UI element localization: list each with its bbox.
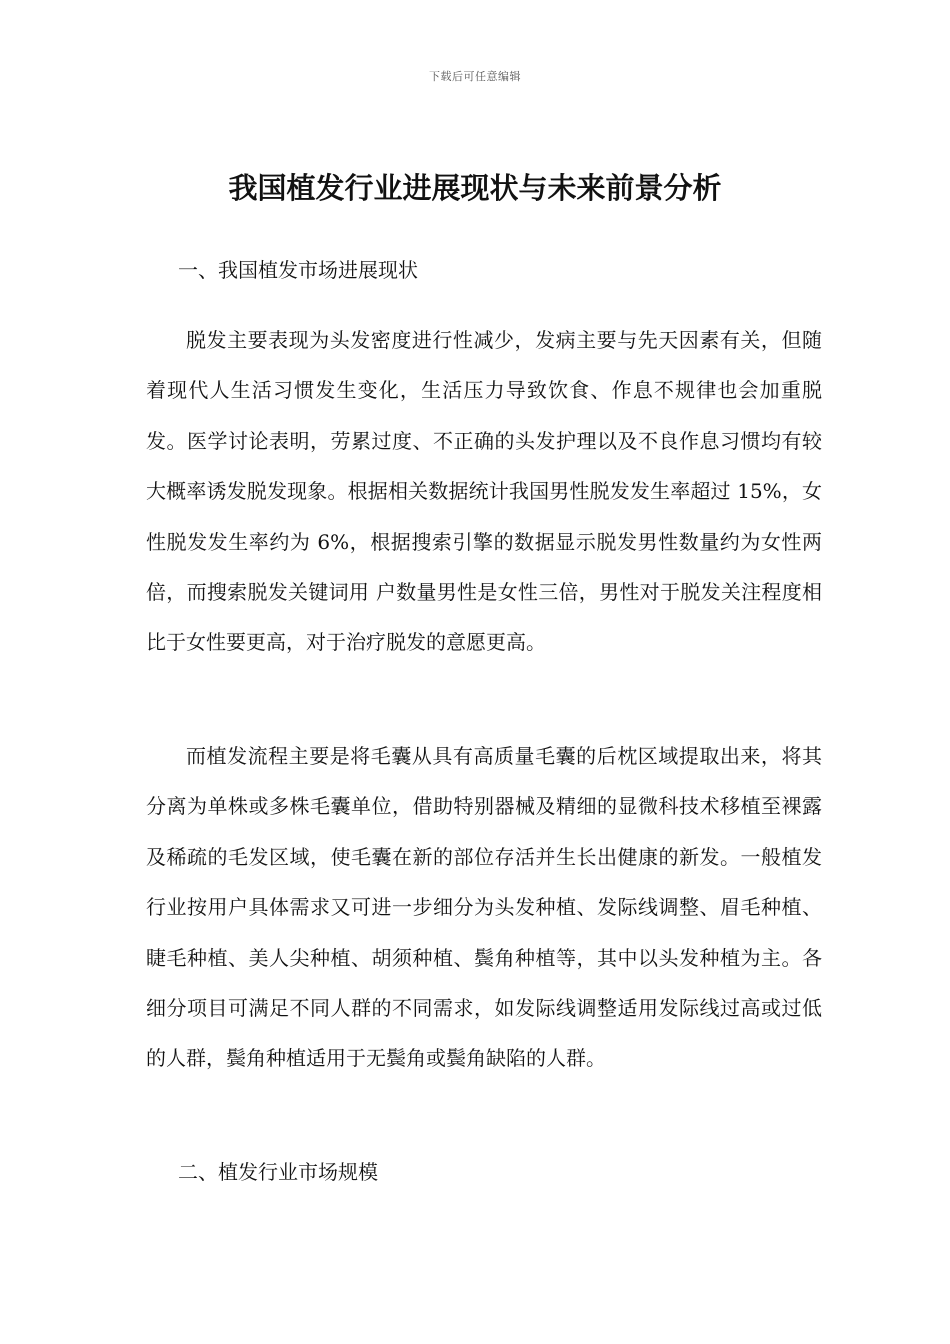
body-paragraph-1: 脱发主要表现为头发密度进行性减少，发病主要与先天因素有关，但随着现代人生活习惯发生变化，生活压力导致饮食、作息不规律也会加重脱发。医学讨论表明，劳累过度、不正确的头发护理以及不良作息习惯均有较大概率诱发脱发现象。根据相关数据统计我国男性脱发发生率超过 15%，女性脱发发生率约为 6%，根据搜索引擎的数据显示脱发男性数量约为女性两倍，而搜索脱发关键词用 户数量男性是女性三倍，男性对于脱发关注程度相比于女性要更高，对于治疗脱发的意愿更高。: [146, 328, 822, 655]
document-title: 我国植发行业进展现状与未来前景分析: [228, 171, 722, 205]
section-heading-2: 二、植发行业市场规模: [178, 1160, 378, 1184]
page-header-note: 下载后可任意编辑: [429, 70, 521, 83]
body-paragraph-2: 而植发流程主要是将毛囊从具有高质量毛囊的后枕区域提取出来，将其分离为单株或多株毛囊单位，借助特别器械及精细的显微科技术移植至裸露及稀疏的毛发区域，使毛囊在新的部位存活并生长出健康的新发。一般植发行业按用户具体需求又可进一步细分为头发种植、发际线调整、眉毛种植、睫毛种植、美人尖种植、胡须种植、鬓角种植等，其中以头发种植为主。各细分项目可满足不同人群的不同需求，如发际线调整适用发际线过高或过低的人群，鬓角种植适用于无鬓角或鬓角缺陷的人群。: [146, 744, 822, 1071]
section-heading-1: 一、我国植发市场进展现状: [178, 258, 418, 282]
